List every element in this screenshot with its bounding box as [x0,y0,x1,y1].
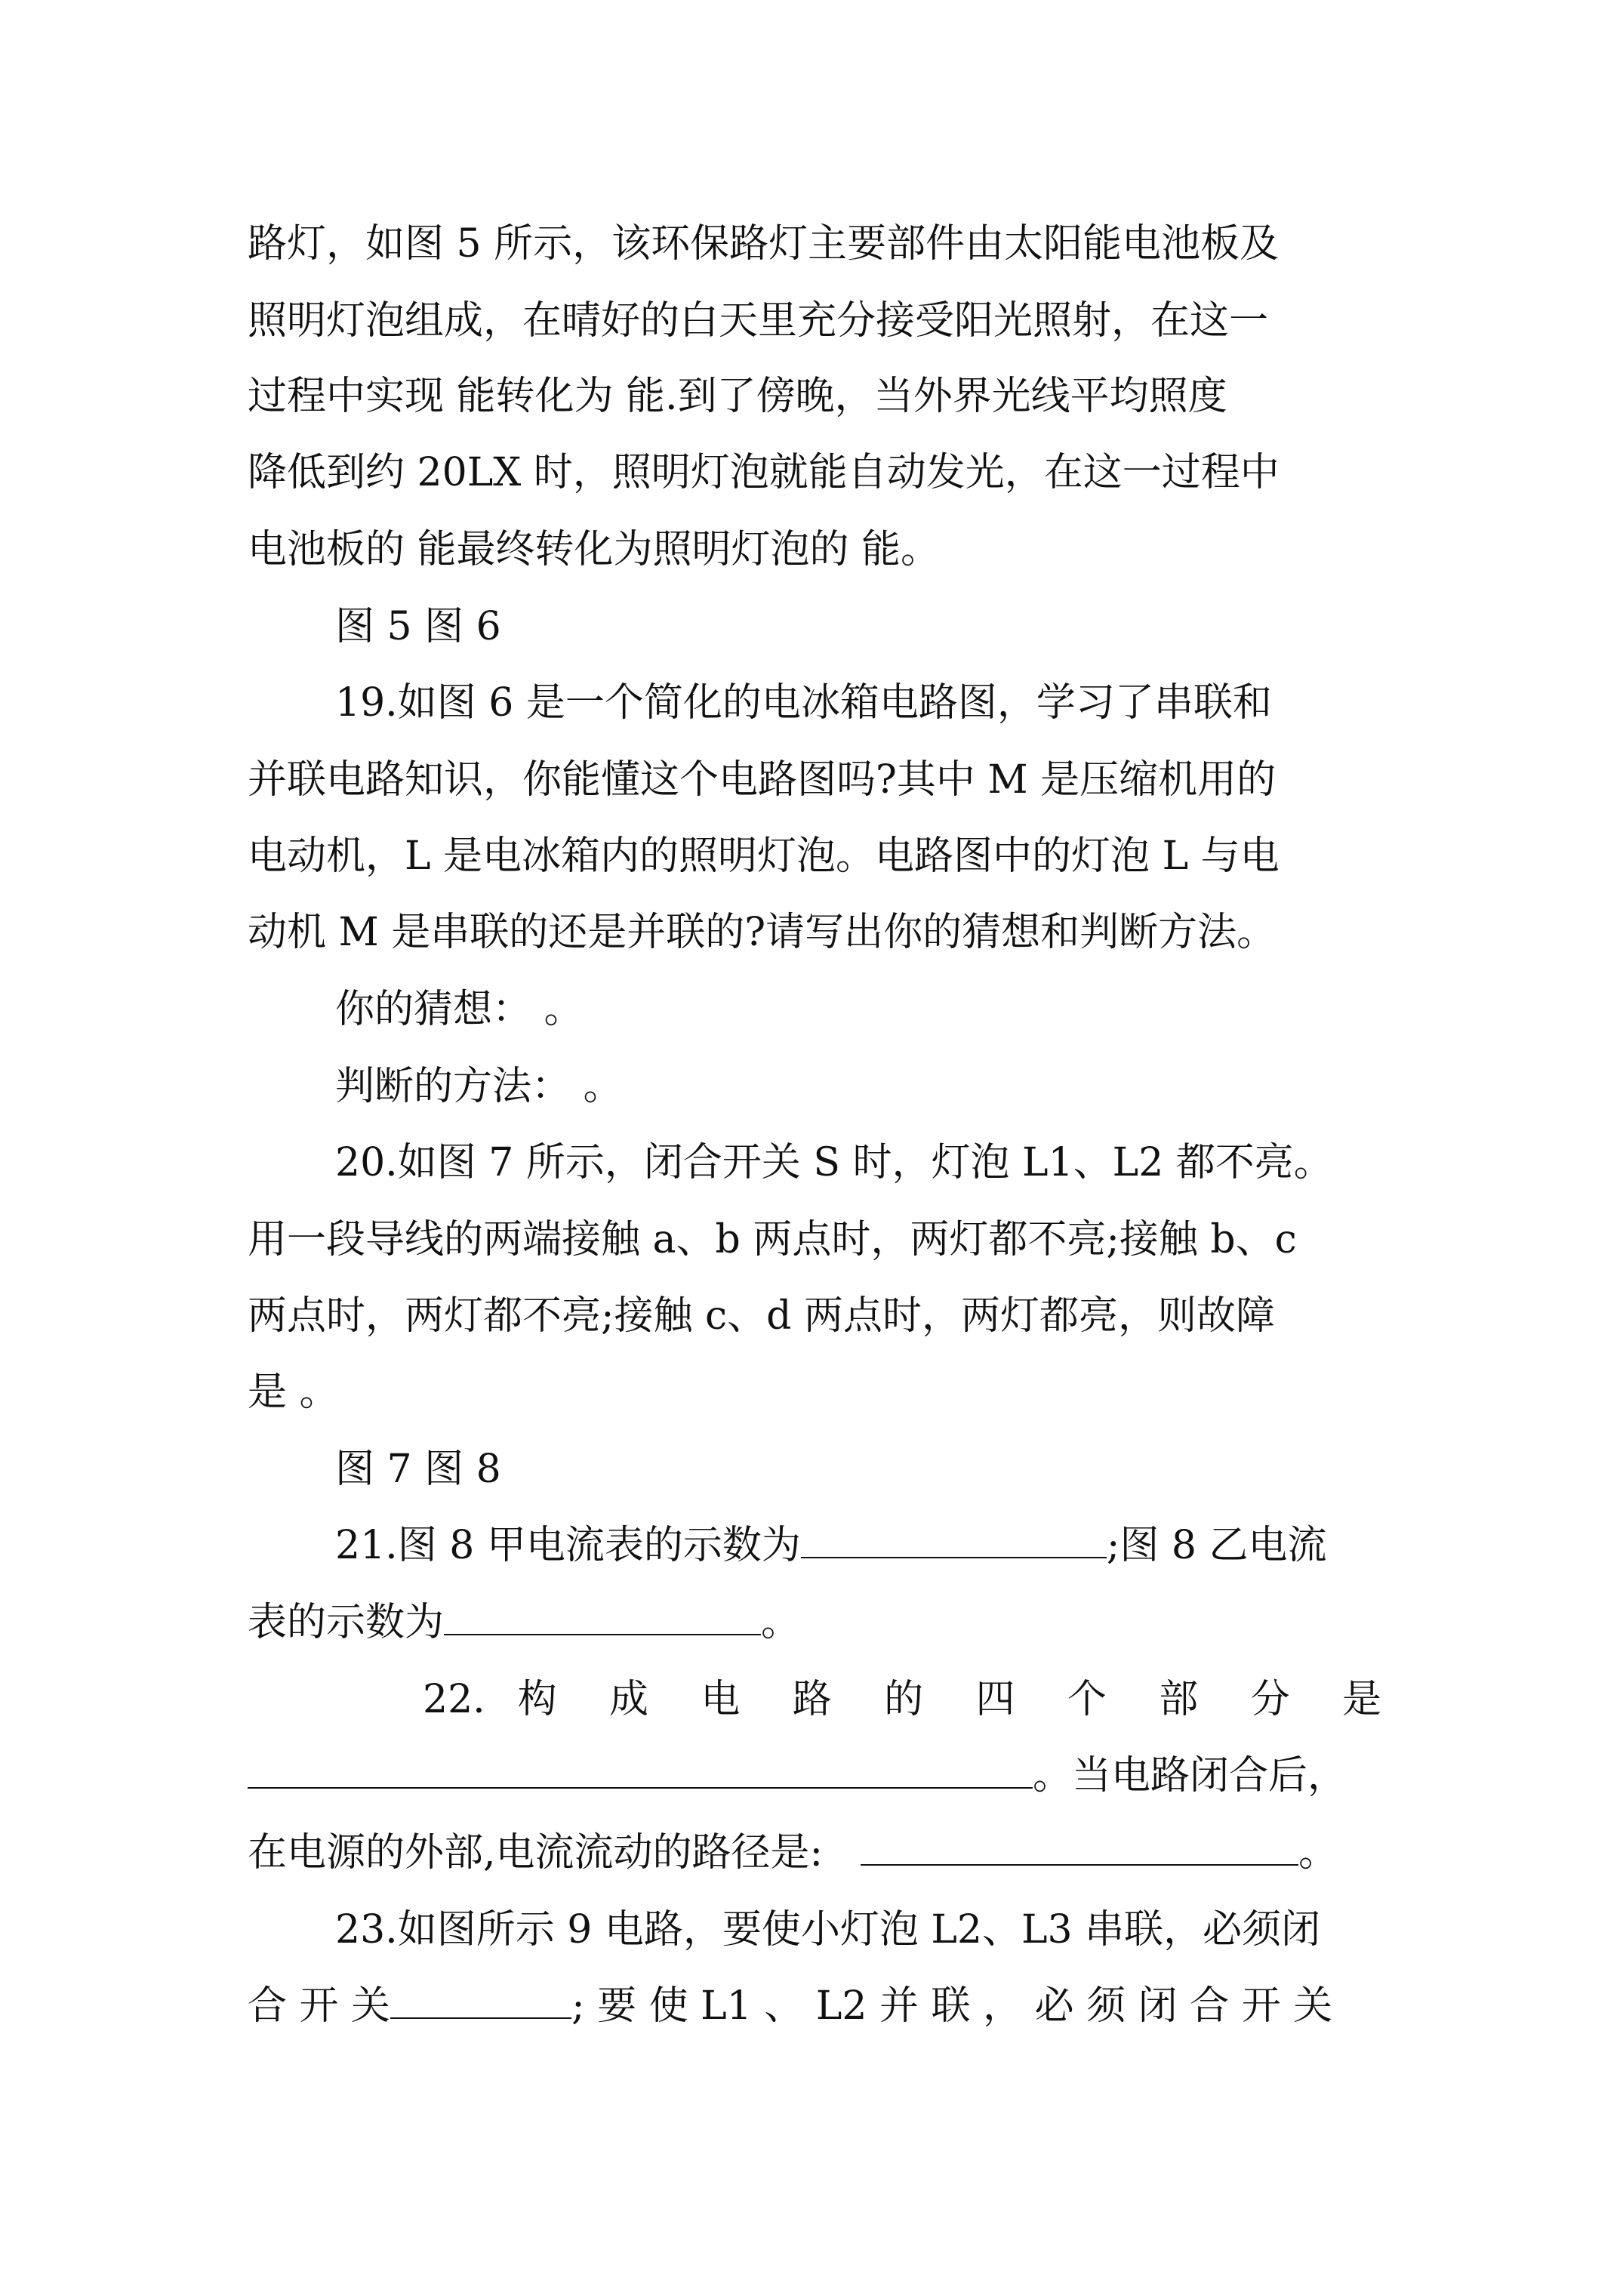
question-22-line [248,1749,1381,1802]
text-line: 降低到约 20LX 时，照明灯泡就能自动发光，在这一过程中 [248,450,1280,495]
answer-blank[interactable] [861,1826,1298,1866]
guess-prompt: 你的猜想： 。 [335,987,584,1032]
question-22-line: 22. 构 成 电 路 的 四 个 部 分 是 [423,1677,1381,1722]
text-line: 过程中实现 能转化为 能.到了傍晚，当外界光线平均照度 [248,374,1227,419]
text-line: 是 。 [248,1370,339,1415]
q21-text: 表的示数为 [248,1600,445,1645]
text-line: 动机 M 是串联的还是并联的?请写出你的猜想和判断方法。 [248,910,1277,955]
text-line: 电池板的 能最终转化为照明灯泡的 能。 [248,527,941,572]
question-20-line: 20.如图 7 所示，闭合开关 S 时，灯泡 L1、L2 都不亮。 [335,1140,1333,1185]
q22-text: 。 [1298,1830,1338,1875]
figure-caption-7-8: 图 7 图 8 [335,1447,501,1492]
text-line: 两点时，两灯都不亮;接触 c、d 两点时，两灯都亮，则故障 [248,1293,1275,1339]
question-19-line: 19.如图 6 是一个简化的电冰箱电路图，学习了串联和 [335,680,1272,726]
question-23-line: 23.如图所示 9 电路，要使小灯泡 L2、L3 串联，必须闭 [335,1907,1321,1952]
text-line: 照明灯泡组成，在晴好的白天里充分接受阳光照射，在这一 [248,298,1269,344]
q22-text: 在电源的外部,电流流动的路径是: [248,1830,824,1875]
q21-text: ;图 8 乙电流 [1106,1523,1327,1568]
question-22-line [248,1826,1381,1879]
figure-caption-5-6: 图 5 图 6 [335,604,501,649]
q21-text: 21.图 8 甲电流表的示数为 [335,1523,801,1568]
q23-text: 合 开 关 [248,1983,391,2029]
text-line: 并联电路知识，你能懂这个电路图吗?其中 M 是压缩机用的 [248,757,1277,803]
answer-blank[interactable] [801,1519,1107,1558]
method-prompt: 判断的方法： 。 [335,1064,623,1109]
question-23-line [248,1980,1381,2032]
q22-text: 。当电路闭合后， [1033,1753,1347,1798]
question-21-line [248,1596,1381,1649]
question-21-line [335,1519,1381,1572]
text-line: 用一段导线的两端接触 a、b 两点时，两灯都不亮;接触 b、c [248,1217,1297,1262]
text-line: 电动机，L 是电冰箱内的照明灯泡。电路图中的灯泡 L 与电 [248,834,1280,879]
text-line: 路灯，如图 5 所示，该环保路灯主要部件由太阳能电池板及 [248,221,1280,267]
q23-text: ; 要 使 L1 、 L2 并 联 ， 必 须 闭 合 开 关 [571,1983,1333,2029]
q21-text: 。 [761,1600,801,1645]
answer-blank[interactable] [248,1749,1033,1789]
answer-blank[interactable] [390,1980,571,2019]
answer-blank[interactable] [444,1596,761,1635]
